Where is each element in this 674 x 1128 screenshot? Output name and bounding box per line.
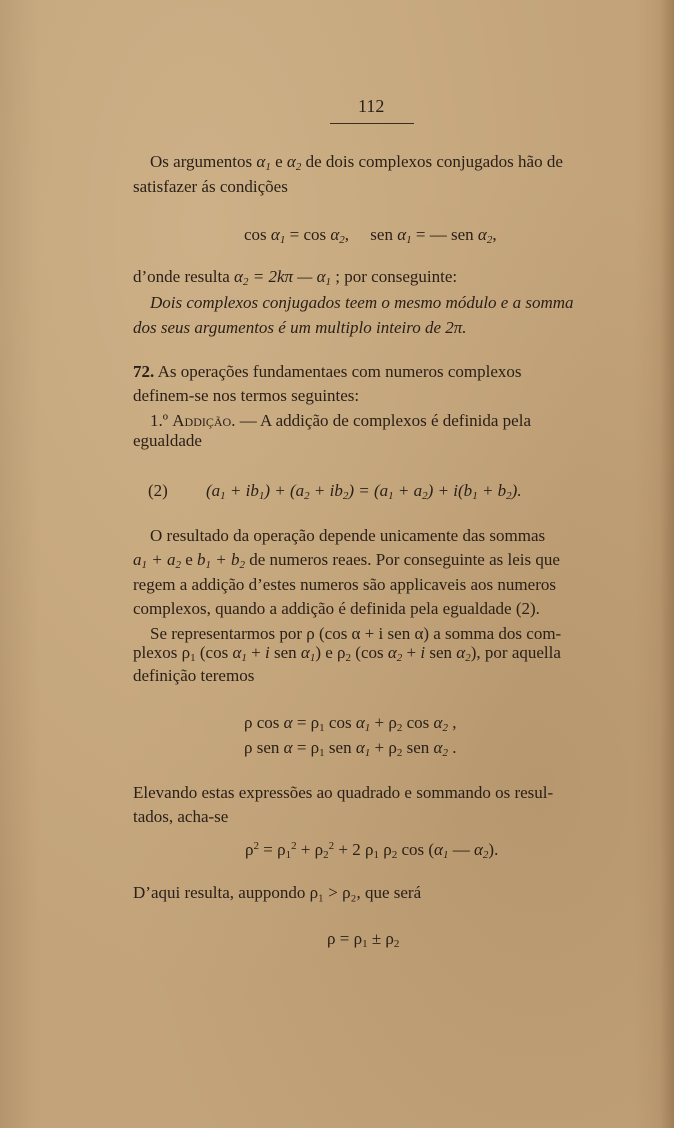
line-12: regem a addição d’estes numeros são applicaveis aos numeros [133, 575, 556, 594]
line-13: complexos, quando a addição é definida pela egualdade (2). [133, 599, 540, 618]
line-10: O resultado da operação depende unicamente das sommas [150, 526, 546, 545]
equation-rho-result: $\rho = \rho_1 \pm \rho_2$ [327, 929, 400, 950]
line-19: D’aqui resulta, auppondo ρ₁ > ρ₂, que será [133, 883, 422, 902]
section-72-line-2: definem-se nos termos seguintes: [133, 386, 360, 405]
equation-cos-sen: $\cos \alpha_1 = \cos \alpha_2$, sen $\alpha_1$ = — sen $\alpha_2$, [244, 225, 497, 246]
line-2: satisfazer ás condições [133, 177, 288, 196]
line-11: $a_1 + a_2$ e $b_1 + b_2$ de numeros reaes. Por conseguinte as leis que [133, 550, 560, 571]
line-14: Se representarmos por ρ (cos α + i sen α) a somma dos com- [150, 624, 562, 643]
page-number: 112 [358, 96, 385, 116]
theorem-line-1: Dois complexos conjugados teem o mesmo módulo e a somma [150, 293, 574, 312]
line-3: d’onde resulta $\alpha_2 = 2k\pi$ — $\alpha_1$ ; por conseguinte: [133, 267, 458, 288]
line-egualdade: egualdade [133, 431, 202, 450]
line-18: tados, acha-se [133, 807, 229, 826]
header-rule [330, 123, 414, 124]
equation-rho-squared: $\rho^2 = \rho_1^2 + \rho_2^2 + 2$ $\rho_1$ $\rho_2$ $\cos (\alpha_1$ — $\alpha_2$). [245, 840, 499, 861]
section-72-line-1: 72. As operações fundamentaes com numeros complexos [133, 362, 522, 381]
line-16: definição teremos [133, 666, 255, 685]
theorem-line-2: dos seus argumentos é um multiplo inteiro de 2π. [133, 318, 467, 337]
line-1: Os argumentos $\alpha_1$ e $\alpha_2$ de dois complexos conjugados hão de [150, 152, 563, 173]
line-17: Elevando estas expressões ao quadrado e sommando os resul- [133, 783, 554, 802]
addition-heading-line: 1.º Addição. — A addição de complexos é definida pela [150, 411, 532, 430]
equation-2: $(a_1 + ib_1) + (a_2 + ib_2) = (a_1 + a_2) + i(b_1 + b_2)$. [206, 481, 522, 502]
equation-rho-sen: ρ sen $\alpha = \rho_1$ sen $\alpha_1 + \rho_2$ sen $\alpha_2$ . [244, 738, 457, 759]
equation-2-number: (2) [148, 481, 168, 500]
equation-rho-cos: ρ $\cos \alpha = \rho_1$ $\cos \alpha_1 + \rho_2$ $\cos \alpha_2$ , [244, 713, 457, 734]
section-number: 72. [133, 362, 155, 381]
page-edge-shadow [660, 0, 674, 1128]
line-15: plexos $\rho_1$ (cos $\alpha_1 + i$ sen $\alpha_1$) e $\rho_2$ (cos $\alpha_2 + i$ sen $\alpha_2$), por aquella [133, 643, 561, 664]
